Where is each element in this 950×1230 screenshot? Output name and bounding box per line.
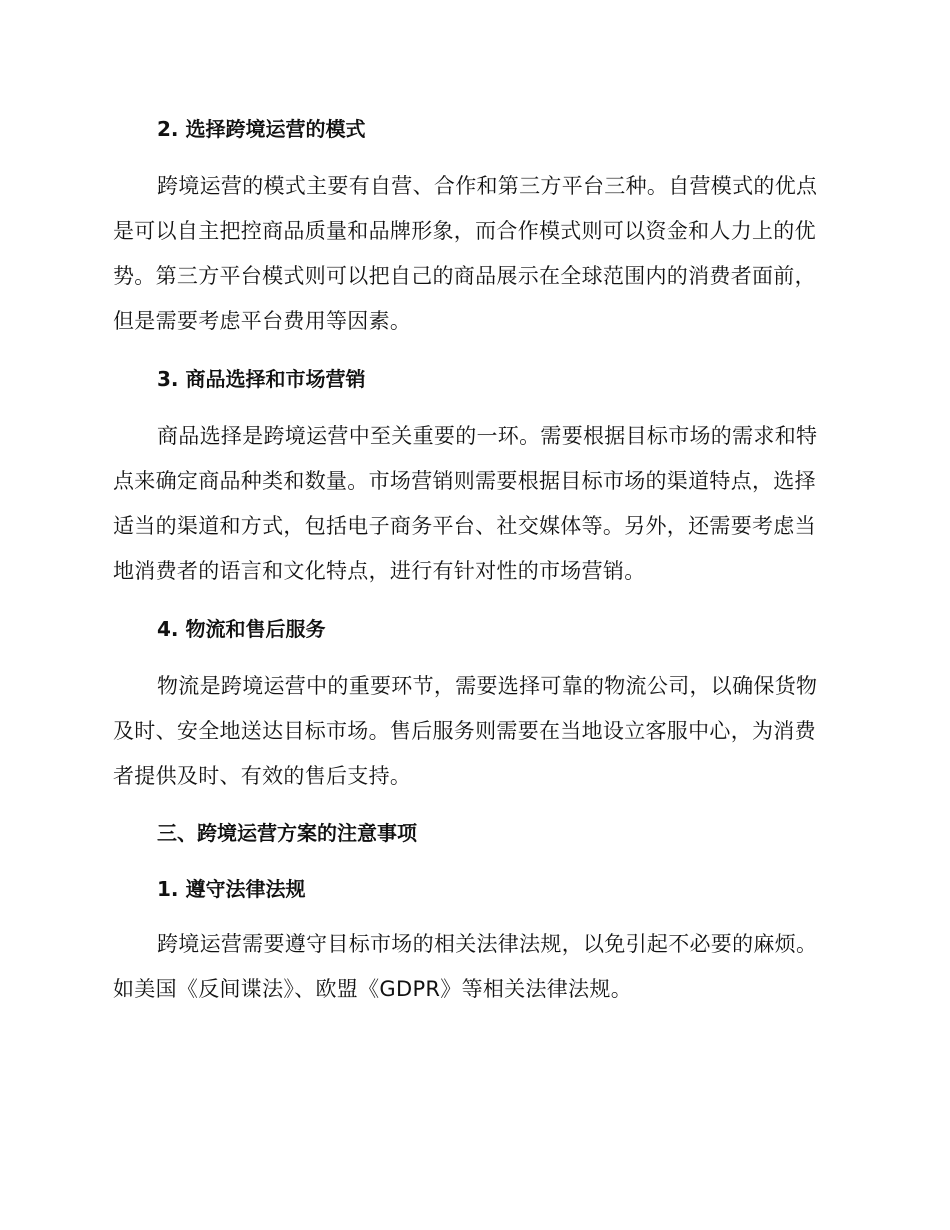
section-paragraph: 物流是跨境运营中的重要环节，需要选择可靠的物流公司，以确保货物及时、安全地送达目标市场。售后服务则需要在当地设立客服中心，为消费者提供及时、有效的售后支持。	[113, 674, 818, 788]
chapter-heading: 三、跨境运营方案的注意事项	[157, 821, 417, 845]
section-paragraph: 跨境运营需要遵守目标市场的相关法律法规，以免引起不必要的麻烦。如美国《反间谍法》、欧盟《GDPR》等相关法律法规。	[113, 932, 818, 1001]
section-heading: 4. 物流和售后服务	[157, 617, 326, 641]
section-paragraph: 商品选择是跨境运营中至关重要的一环。需要根据目标市场的需求和特点来确定商品种类和数量。市场营销则需要根据目标市场的渠道特点，选择适当的渠道和方式，包括电子商务平台、社交媒体等。另外，还需要考虑当地消费者的语言和文化特点，进行有针对性的市场营销。	[113, 424, 818, 583]
section-heading: 1. 遵守法律法规	[157, 877, 306, 901]
section-heading: 2. 选择跨境运营的模式	[157, 117, 366, 141]
section-heading: 3. 商品选择和市场营销	[157, 367, 366, 391]
section-paragraph: 跨境运营的模式主要有自营、合作和第三方平台三种。自营模式的优点是可以自主把控商品质量和品牌形象，而合作模式则可以资金和人力上的优势。第三方平台模式则可以把自己的商品展示在全球范围内的消费者面前，但是需要考虑平台费用等因素。	[113, 174, 818, 333]
